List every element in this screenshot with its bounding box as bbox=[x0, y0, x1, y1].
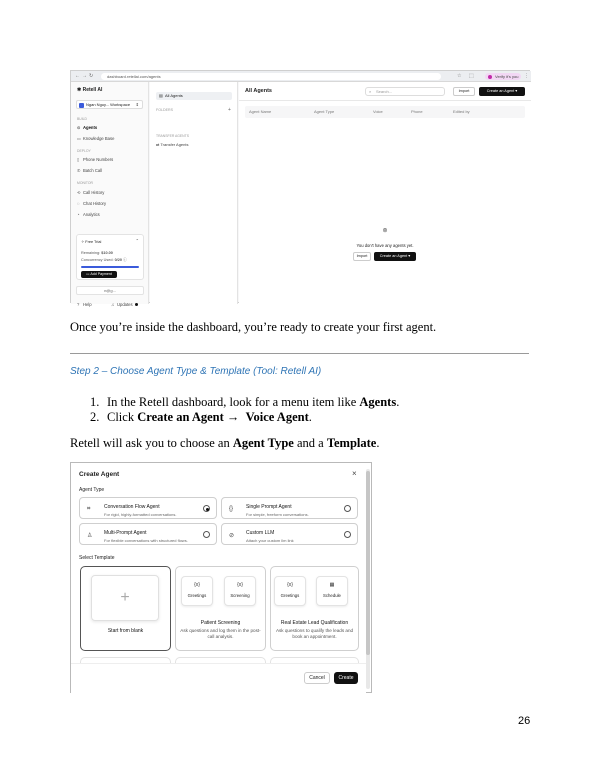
help-label: Help bbox=[83, 302, 92, 307]
empty-message: You don't have any agents yet. bbox=[356, 243, 414, 248]
column-header: Voice bbox=[373, 109, 383, 114]
search-icon: ⌕ bbox=[369, 89, 372, 94]
template-node bbox=[224, 576, 256, 606]
empty-create-label: Create an Agent bbox=[379, 254, 408, 258]
section-deploy: DEPLOY bbox=[77, 149, 91, 153]
sidebar-item-batch-call[interactable] bbox=[77, 168, 102, 173]
agent-type-card[interactable] bbox=[221, 523, 358, 545]
agent-type-title: Single Prompt Agent bbox=[246, 504, 292, 510]
search-input[interactable] bbox=[365, 87, 445, 96]
browser-toolbar bbox=[71, 71, 531, 82]
chevron-up-icon[interactable]: ⌃ bbox=[135, 238, 139, 243]
sidebar-item-label: Knowledge Base bbox=[83, 136, 115, 141]
calendar-icon: ▦ bbox=[329, 582, 335, 588]
transfer-agents-label: Transfer Agents bbox=[160, 142, 189, 147]
list-number: 1. bbox=[90, 395, 100, 409]
agent-type-title: Conversation Flow Agent bbox=[104, 504, 160, 510]
list-text: . bbox=[396, 395, 400, 409]
node-icon: {x} bbox=[287, 582, 293, 588]
phone-icon: ▯ bbox=[77, 157, 80, 162]
radio-button[interactable] bbox=[344, 505, 351, 512]
node-label: Schedule bbox=[323, 593, 341, 598]
template-card[interactable] bbox=[270, 566, 359, 651]
sidebar-item-call-history[interactable] bbox=[77, 190, 104, 195]
info-icon: ⓘ bbox=[123, 258, 127, 262]
choose-paragraph bbox=[70, 436, 379, 451]
analytics-icon: ◔ bbox=[77, 212, 80, 217]
select-template-label: Select Template bbox=[79, 555, 115, 561]
remaining-value: $10.00 bbox=[101, 251, 113, 255]
template-name: Start from blank bbox=[107, 628, 144, 634]
sidebar-item-label: Chat History bbox=[83, 201, 107, 206]
template-desc: Ask questions to qualify the leads and book an appointment. bbox=[275, 628, 354, 639]
history-icon: ⟲ bbox=[77, 190, 81, 195]
agent-type-card[interactable] bbox=[221, 497, 358, 519]
back-icon[interactable]: ← bbox=[75, 73, 80, 79]
radio-button[interactable] bbox=[203, 531, 210, 538]
page-number: 26 bbox=[518, 715, 531, 727]
book-icon: ▭ bbox=[77, 136, 81, 141]
updates-link[interactable] bbox=[111, 302, 138, 307]
template-node bbox=[316, 576, 348, 606]
folders-label: FOLDERS bbox=[156, 108, 173, 112]
sidebar bbox=[71, 82, 149, 307]
transfer-agents-item[interactable] bbox=[156, 142, 188, 147]
list-item bbox=[90, 395, 399, 410]
cancel-button[interactable]: Cancel bbox=[304, 672, 330, 684]
create-agent-label: Create an Agent bbox=[486, 89, 515, 93]
node-label: Greetings bbox=[187, 593, 207, 598]
user-menu[interactable] bbox=[76, 286, 144, 295]
chevron-down-icon: ▾ bbox=[408, 254, 411, 258]
brand bbox=[77, 87, 102, 93]
radio-selected[interactable] bbox=[203, 505, 210, 512]
dialog-scrollbar[interactable] bbox=[366, 469, 370, 689]
agent-type-desc: For simple, freeform conversations. bbox=[246, 512, 309, 517]
list-icon: ▤ bbox=[159, 93, 163, 98]
help-icon: ? bbox=[77, 302, 80, 307]
updates-label: Updates bbox=[117, 302, 133, 307]
arrow-icon: → bbox=[226, 410, 240, 424]
step-heading: Step 2 – Choose Agent Type & Template (Tool: Retell AI) bbox=[70, 366, 322, 377]
agent-type-title: Custom LLM bbox=[246, 530, 275, 536]
sidebar-item-phone-numbers[interactable] bbox=[77, 157, 113, 162]
help-link[interactable] bbox=[77, 302, 92, 307]
agents-table-header bbox=[245, 106, 525, 118]
close-icon[interactable]: × bbox=[352, 469, 357, 478]
all-agents-label: All Agents bbox=[165, 93, 183, 98]
create-button[interactable]: Create bbox=[334, 672, 358, 684]
radio-button[interactable] bbox=[344, 531, 351, 538]
template-name: Patient Screening bbox=[200, 620, 241, 626]
list-text: In the Retell dashboard, look for a menu item like bbox=[107, 395, 360, 409]
sidebar-item-knowledge-base[interactable] bbox=[77, 136, 114, 141]
sparkle-icon: ✧ bbox=[81, 240, 86, 244]
column-header: Agent Name bbox=[249, 109, 272, 114]
sidebar-item-label: Analytics bbox=[83, 212, 100, 217]
remaining-row bbox=[81, 251, 113, 255]
template-blank[interactable] bbox=[80, 566, 171, 651]
list-item bbox=[90, 410, 312, 425]
user-email: n@g... bbox=[104, 288, 116, 293]
template-node bbox=[181, 576, 213, 606]
node-label: Screening bbox=[230, 593, 250, 598]
sidebar-item-label: Batch Call bbox=[83, 168, 103, 173]
retell-logo-icon: ✱ bbox=[77, 87, 83, 93]
column-header: Phone bbox=[411, 109, 423, 114]
plus-icon: + bbox=[91, 575, 159, 621]
profile-label: Verify it's you bbox=[495, 74, 519, 79]
choose-text: . bbox=[376, 436, 380, 450]
agent-type-desc: Attach your custom llm link bbox=[246, 538, 294, 543]
list-bold: Voice Agent bbox=[245, 410, 309, 424]
dashboard-screenshot bbox=[70, 70, 530, 307]
add-folder-icon[interactable]: + bbox=[228, 107, 231, 113]
list-number: 2. bbox=[90, 410, 100, 424]
extensions-icon[interactable]: ⬚ bbox=[469, 73, 474, 79]
list-bold: Agents bbox=[359, 395, 397, 409]
flow-icon: ⌗ bbox=[87, 506, 91, 512]
sidebar-item-label: Call History bbox=[83, 190, 105, 195]
trial-progress-bar bbox=[81, 266, 139, 268]
sidebar-item-analytics[interactable] bbox=[77, 212, 100, 217]
agent-type-card[interactable] bbox=[79, 523, 217, 545]
tree-icon: ♙ bbox=[87, 533, 93, 539]
choose-bold: Template bbox=[326, 436, 377, 450]
node-icon: {x} bbox=[237, 582, 243, 588]
sidebar-item-label: Phone Numbers bbox=[83, 157, 114, 162]
agents-icon: ⊙ bbox=[77, 125, 81, 130]
agent-type-card[interactable] bbox=[79, 497, 217, 519]
template-node bbox=[274, 576, 306, 606]
add-payment-label: Add Payment bbox=[90, 272, 112, 276]
call-icon: ✆ bbox=[77, 168, 81, 173]
template-desc: Ask questions and log them in the post-call analysis. bbox=[180, 628, 261, 639]
agents-main bbox=[239, 82, 531, 304]
more-icon[interactable]: ⋮ bbox=[524, 73, 529, 79]
node-icon: {x} bbox=[194, 582, 200, 588]
intro-paragraph: Once you’re inside the dashboard, you’re ready to create your first agent. bbox=[70, 320, 437, 334]
forward-icon[interactable]: → bbox=[82, 73, 87, 79]
folders-panel bbox=[150, 82, 238, 304]
all-agents-item[interactable] bbox=[156, 92, 232, 100]
link-icon: ⊘ bbox=[229, 533, 235, 539]
agent-type-title: Multi-Prompt Agent bbox=[104, 530, 147, 536]
add-payment-button[interactable] bbox=[81, 271, 117, 278]
profile-chip[interactable] bbox=[485, 73, 521, 80]
transfer-section-label: TRANSFER AGENTS bbox=[156, 134, 189, 138]
column-header: Agent Type bbox=[314, 109, 335, 114]
address-bar[interactable]: dashboard.retellai.com/agents bbox=[101, 73, 441, 80]
agent-type-desc: For flexible conversations with structured flows. bbox=[104, 538, 188, 543]
list-text: . bbox=[308, 410, 312, 424]
list-text: Click bbox=[107, 410, 138, 424]
scrollbar-thumb[interactable] bbox=[366, 471, 370, 655]
create-agent-dialog bbox=[70, 462, 372, 693]
notification-dot bbox=[135, 303, 138, 306]
remaining-label: Remaining: bbox=[81, 251, 101, 255]
page-title: All Agents bbox=[245, 88, 272, 94]
card-icon: ▭ bbox=[86, 272, 91, 276]
section-divider bbox=[70, 353, 529, 354]
search-placeholder: Search... bbox=[376, 89, 393, 94]
sidebar-item-label: Agents bbox=[83, 125, 98, 130]
braces-icon: {} bbox=[229, 506, 234, 512]
template-name: Real Estate Lead Qualification bbox=[280, 620, 349, 626]
reload-icon[interactable]: ↻ bbox=[89, 73, 94, 79]
dialog-title: Create Agent bbox=[79, 471, 120, 478]
trial-title: Free Trial bbox=[85, 240, 102, 244]
workspace-name: Ngan Nguy... Workspace bbox=[86, 102, 131, 107]
bell-icon: ♫ bbox=[111, 302, 115, 307]
workspace-badge bbox=[79, 103, 84, 108]
list-bold: Create an Agent bbox=[137, 410, 224, 424]
transfer-icon: ⇄ bbox=[156, 142, 161, 147]
concurrency-row bbox=[81, 258, 127, 263]
chevron-down-icon: ▾ bbox=[515, 89, 518, 93]
concurrency-label: Concurrency Used: bbox=[81, 258, 114, 262]
chat-icon: ◌ bbox=[77, 201, 80, 206]
concurrency-value: 0/20 bbox=[114, 258, 122, 262]
free-trial-card bbox=[76, 234, 144, 280]
section-monitor: MONITOR bbox=[77, 181, 93, 185]
template-card[interactable] bbox=[175, 566, 266, 651]
trial-label bbox=[81, 239, 101, 244]
avatar bbox=[488, 75, 492, 79]
create-agent-button[interactable] bbox=[479, 87, 525, 96]
sidebar-item-agents[interactable] bbox=[77, 125, 97, 130]
node-label: Greetings bbox=[280, 593, 300, 598]
workspace-selector[interactable] bbox=[76, 100, 143, 109]
choose-bold: Agent Type bbox=[232, 436, 294, 450]
column-header: Edited by bbox=[453, 109, 470, 114]
agent-type-label: Agent Type bbox=[79, 487, 105, 493]
empty-import-button[interactable]: Import bbox=[353, 252, 371, 261]
star-icon[interactable]: ☆ bbox=[457, 73, 462, 79]
choose-text: Retell will ask you to choose an bbox=[70, 436, 233, 450]
section-build: BUILD bbox=[77, 117, 87, 121]
empty-create-agent-button[interactable] bbox=[374, 252, 416, 261]
import-button[interactable]: Import bbox=[453, 87, 475, 96]
agent-type-desc: For rigid, highly-formatted conversations. bbox=[104, 512, 177, 517]
empty-state-icon: ⊚ bbox=[382, 228, 388, 234]
chevron-updown-icon: ⇕ bbox=[135, 102, 139, 107]
main-header bbox=[239, 82, 531, 101]
sidebar-item-chat-history[interactable] bbox=[77, 201, 106, 206]
choose-text: and a bbox=[293, 436, 327, 450]
brand-name: Retell AI bbox=[82, 87, 103, 93]
